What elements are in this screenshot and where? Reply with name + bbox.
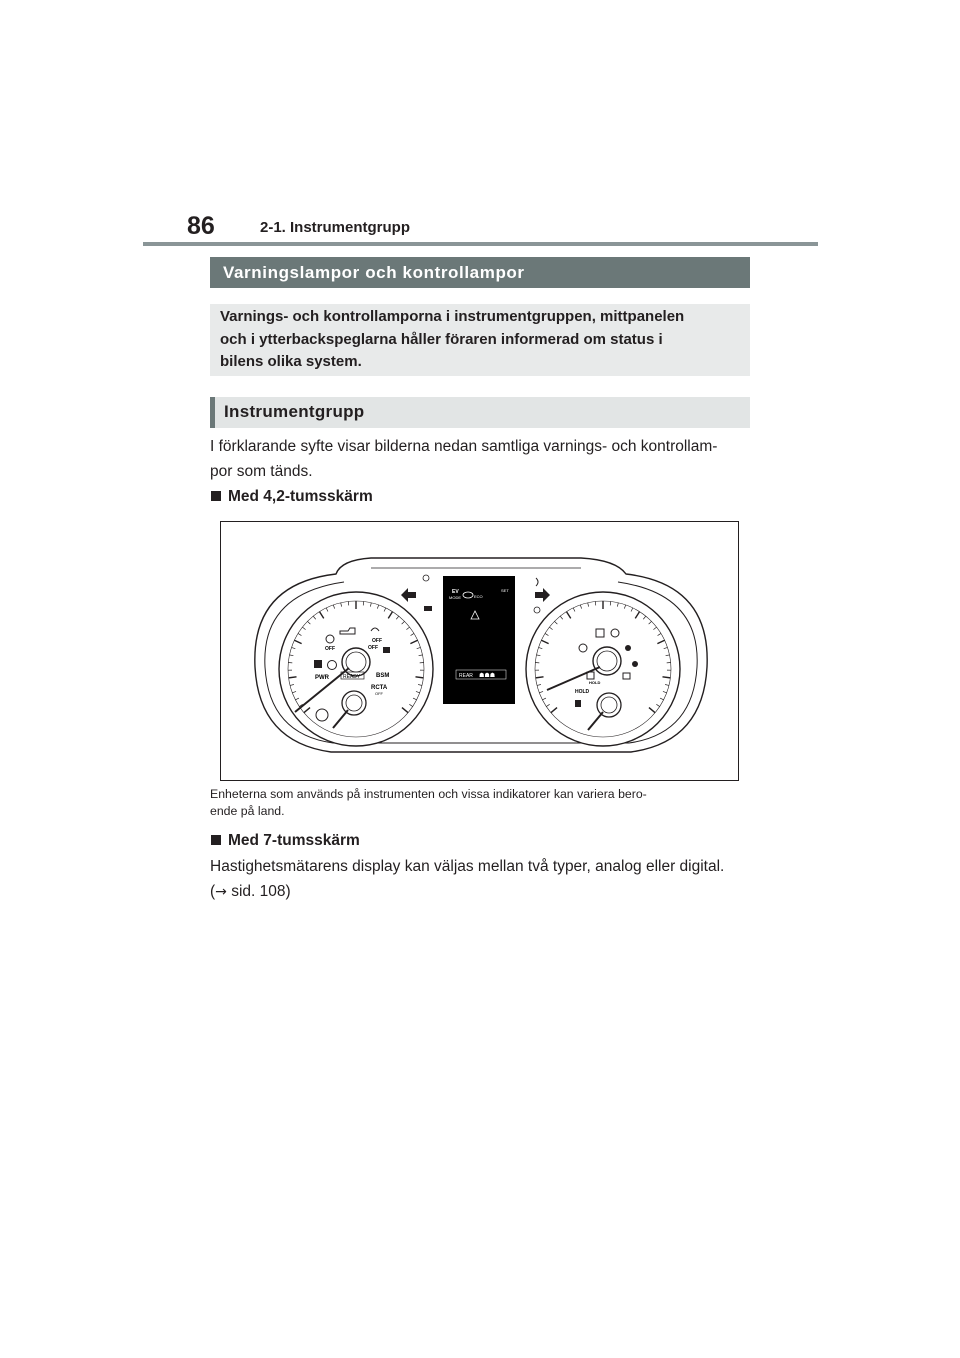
- intro-line: och i ytterbackspeglarna håller föraren informerad om status i: [220, 330, 663, 348]
- mode-label: MODE: [449, 595, 461, 600]
- page-reference-link[interactable]: sid. 108: [231, 883, 286, 900]
- square-bullet-icon: [211, 835, 221, 845]
- subsection-title: Instrumentgrupp: [210, 397, 750, 428]
- parking-brake-icon: [534, 607, 540, 613]
- body-line: I förklarande syfte visar bilderna nedan samtliga varnings- och kontrollam-: [210, 438, 718, 455]
- heading-7-label: Med 7-tumsskärm: [228, 832, 360, 849]
- turn-right-arrow-icon: [535, 588, 550, 602]
- rear-label: REAR: [459, 673, 473, 679]
- intro-box: [210, 304, 750, 376]
- chapter-title: 2-1. Instrumentgrupp: [260, 219, 411, 236]
- section-title: Varningslampor och kontrollampor: [210, 257, 750, 288]
- page-reference: (→ sid. 108): [210, 883, 291, 900]
- heading-42-label: Med 4,2-tumsskärm: [228, 488, 373, 505]
- square-bullet-icon: [211, 491, 221, 501]
- turn-left-arrow-icon: [401, 588, 416, 602]
- body2-line: Hastighetsmätarens display kan väljas mellan två typer, analog eller digital.: [210, 858, 725, 875]
- svg-text:☗☗☗: ☗☗☗: [479, 672, 496, 679]
- eco-label: ECO: [474, 594, 483, 599]
- instrument-cluster-figure: [220, 521, 739, 781]
- hold-label: HOLD: [589, 680, 601, 685]
- heading-7-inch: [211, 832, 360, 850]
- arrow-right-icon: →: [215, 884, 227, 900]
- intro-line: Varnings- och kontrollamporna i instrumentgruppen, mittpanelen: [220, 308, 685, 325]
- header-rule: [143, 242, 818, 246]
- off-label: OFF: [375, 691, 383, 696]
- fog-light-icon: [536, 578, 538, 586]
- headlight-icon: [424, 606, 432, 611]
- caption-line: ende på land.: [210, 804, 285, 818]
- pwr-label: PWR: [315, 675, 329, 681]
- tire-pressure-icon: [383, 647, 390, 653]
- right-gauge: [526, 592, 680, 746]
- set-label: SET: [501, 588, 509, 593]
- body-line: por som tänds.: [210, 463, 313, 480]
- figure-caption: [210, 786, 755, 820]
- hold-label: HOLD: [575, 689, 590, 695]
- bsm-label: BSM: [376, 673, 390, 679]
- tire-pressure-icon: [423, 575, 429, 581]
- ready-label: READY: [343, 674, 361, 680]
- body-paragraph: [210, 434, 755, 484]
- fuel-icon: [314, 660, 322, 668]
- intro-line: bilens olika system.: [220, 353, 362, 370]
- seatbelt-icon: [625, 645, 631, 651]
- instrument-cluster-illustration: [221, 522, 738, 780]
- page-number: 86: [187, 212, 215, 240]
- left-gauge: [279, 592, 433, 746]
- off-label: OFF: [368, 645, 378, 651]
- airbag-icon: [632, 661, 638, 667]
- rcta-label: RCTA: [371, 685, 388, 691]
- caption-line: Enheterna som används på instrumenten och vissa indikatorer kan variera bero-: [210, 787, 647, 801]
- heading-42-inch: [211, 488, 373, 506]
- off-label: OFF: [325, 646, 335, 652]
- ev-label: EV: [452, 589, 459, 595]
- body2-paragraph: [210, 854, 755, 905]
- fuel-icon: [575, 700, 581, 707]
- off-label: OFF: [372, 638, 382, 644]
